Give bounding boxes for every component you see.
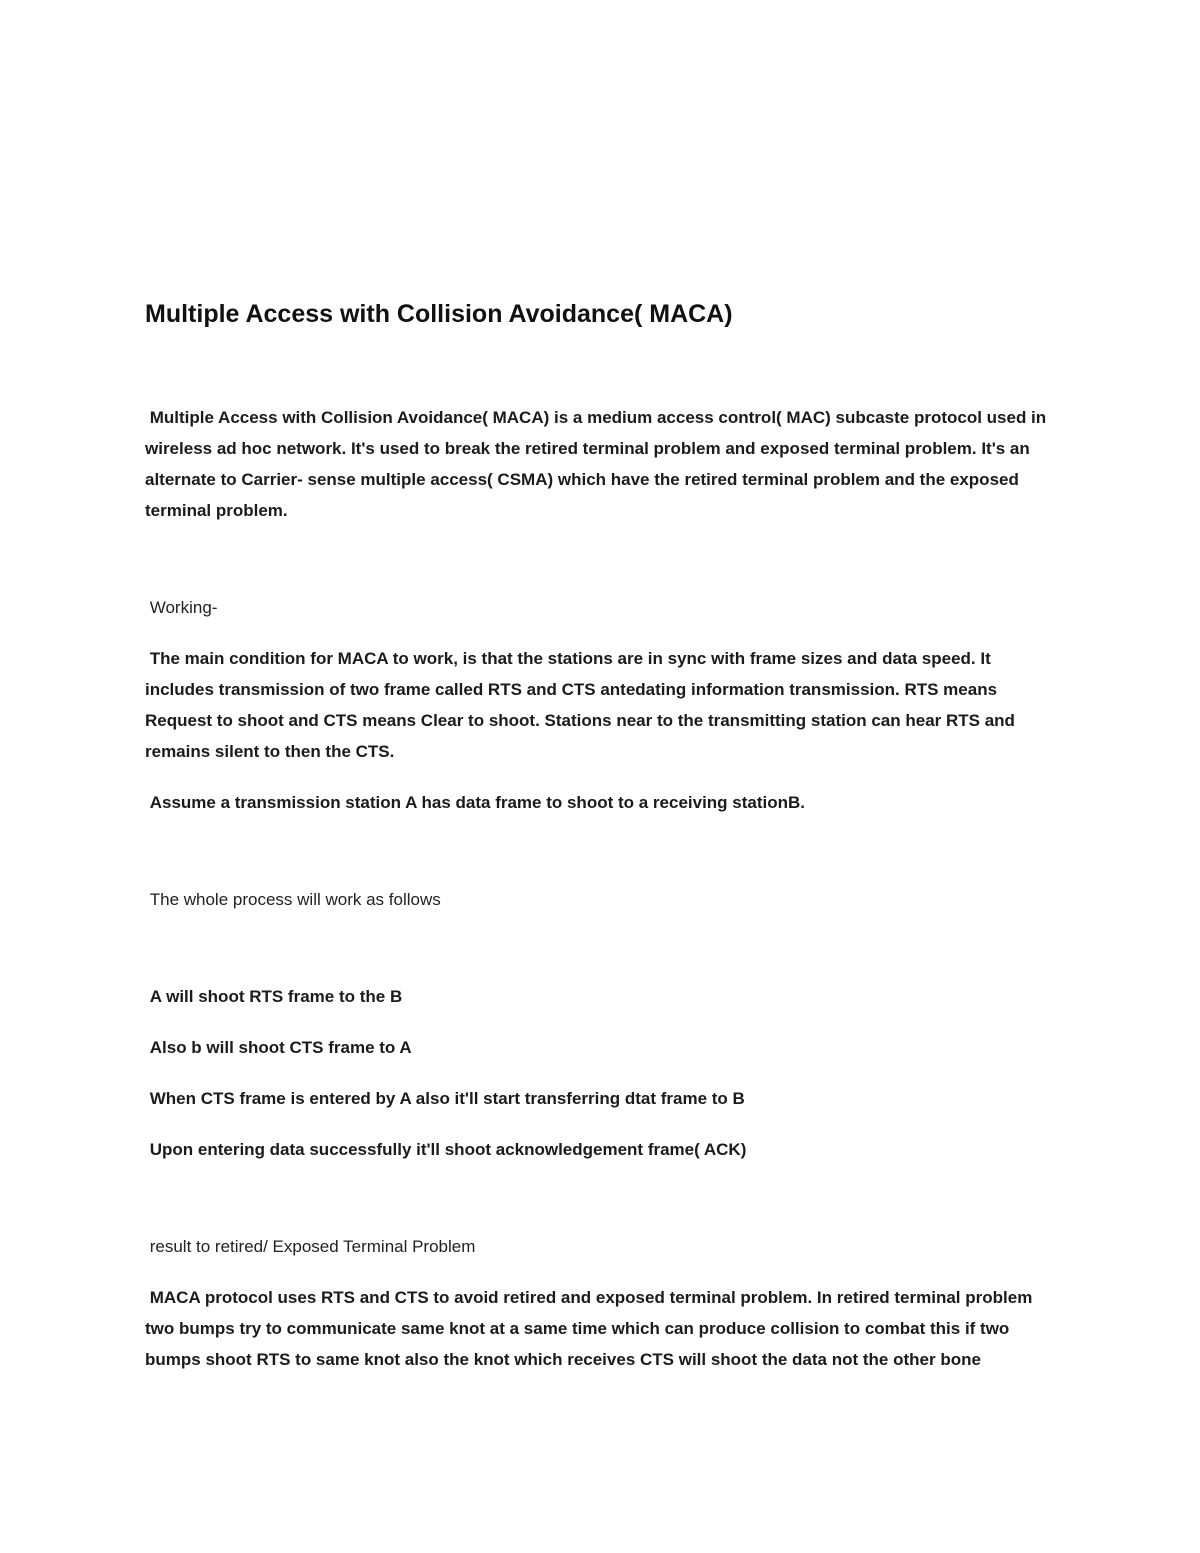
intro-paragraph: Multiple Access with Collision Avoidance( MACA) is a medium access control( MAC) subcaste protocol used in wireless ad hoc network. It's used to break the retired terminal problem and exposed terminal problem. It's an alternate to Carrier- sense multiple access( CSMA) which have the retired terminal problem and the exposed terminal problem. — [145, 408, 1051, 520]
process-step-2: Also b will shoot CTS frame to A — [145, 1038, 412, 1057]
process-intro: The whole process will work as follows — [145, 890, 441, 909]
document-title: Multiple Access with Collision Avoidance( MACA) — [145, 300, 733, 328]
process-step-1: A will shoot RTS frame to the B — [145, 987, 403, 1006]
working-heading: Working- — [145, 598, 218, 617]
process-step-4: Upon entering data successfully it'll shoot acknowledgement frame( ACK) — [145, 1140, 747, 1159]
process-step-3: When CTS frame is entered by A also it'll start transferring dtat frame to B — [145, 1089, 745, 1108]
assumption-paragraph: Assume a transmission station A has data frame to shoot to a receiving stationB. — [145, 793, 806, 812]
terminal-problem-heading: result to retired/ Exposed Terminal Problem — [145, 1237, 476, 1256]
terminal-problem-description: MACA protocol uses RTS and CTS to avoid retired and exposed terminal problem. In retired terminal problem two bumps try to communicate same knot at a same time which can produce collision to combat this if two bumps shoot RTS to same knot also the knot which receives CTS will shoot the data not the other bone — [145, 1288, 1038, 1369]
working-description: The main condition for MACA to work, is that the stations are in sync with frame sizes and data speed. It includes transmission of two frame called RTS and CTS antedating information transmission. RTS means Request to shoot and CTS means Clear to shoot. Stations near to the transmitting station can hear RTS and remains silent to then the CTS. — [145, 649, 1020, 761]
